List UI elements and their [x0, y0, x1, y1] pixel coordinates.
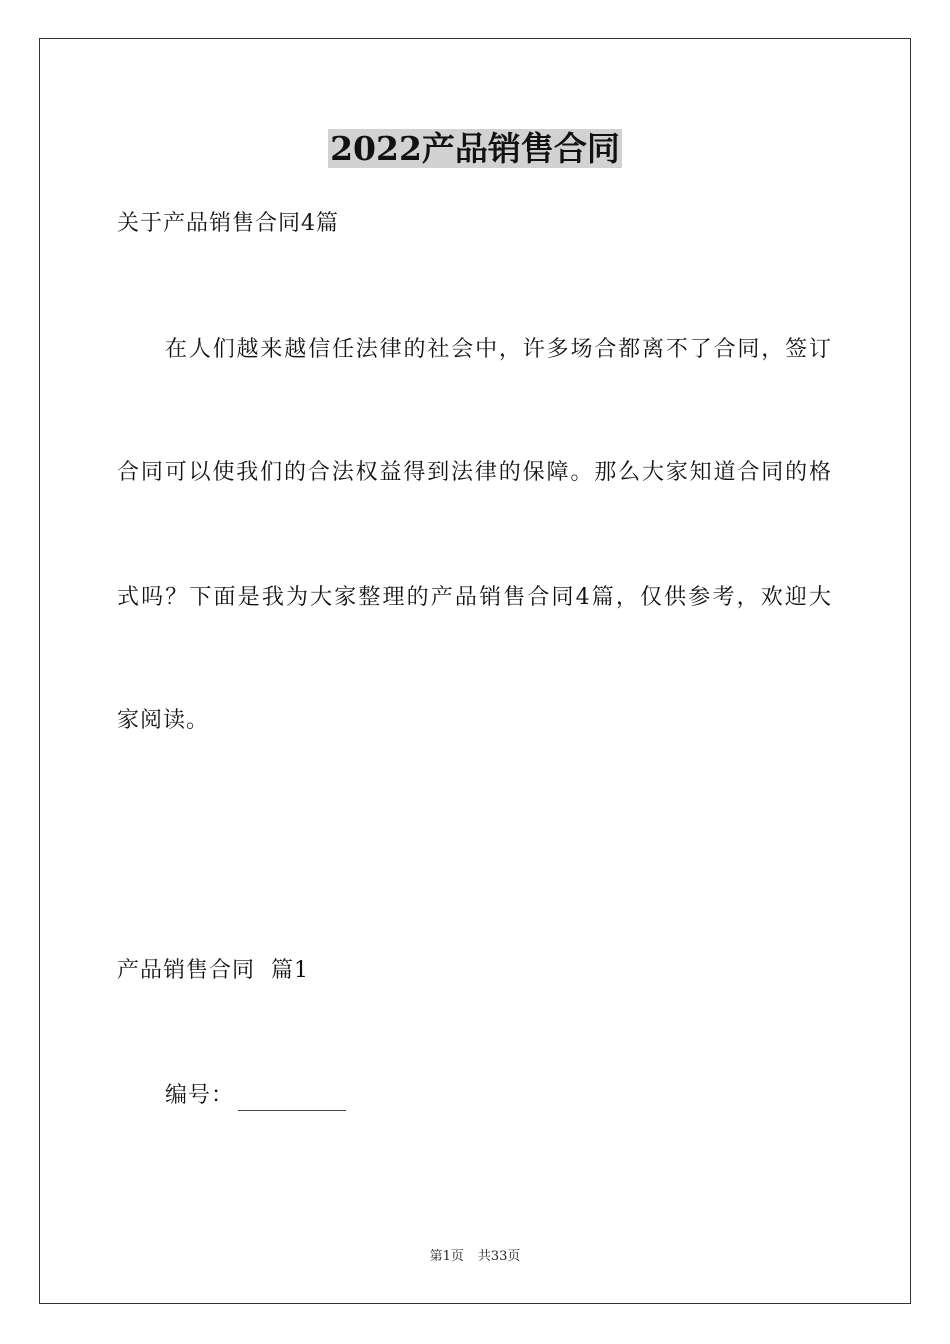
- number-label: 编号：: [165, 1083, 235, 1108]
- section-heading: 产品销售合同 篇1: [117, 958, 309, 983]
- document-title: [0, 128, 950, 170]
- page-number-total: 共33页: [477, 1249, 521, 1264]
- page-number-current: 第1页: [429, 1249, 464, 1264]
- number-blank-underline: [238, 1088, 346, 1111]
- number-field: [165, 1081, 346, 1111]
- intro-paragraph-line: 合同可以使我们的合法权益得到法律的保障。那么大家知道合同的格: [117, 460, 831, 485]
- intro-paragraph-line: 式吗？下面是我为大家整理的产品销售合同4篇，仅供参考，欢迎大: [117, 585, 831, 610]
- intro-paragraph-line: 在人们越来越信任法律的社会中，许多场合都离不了合同，签订: [165, 337, 831, 362]
- intro-paragraph-line: 家阅读。: [117, 708, 210, 733]
- document-title-text: 2022产品销售合同: [330, 129, 620, 168]
- page-footer: [0, 1248, 950, 1266]
- document-subtitle: 关于产品销售合同4篇: [117, 211, 339, 236]
